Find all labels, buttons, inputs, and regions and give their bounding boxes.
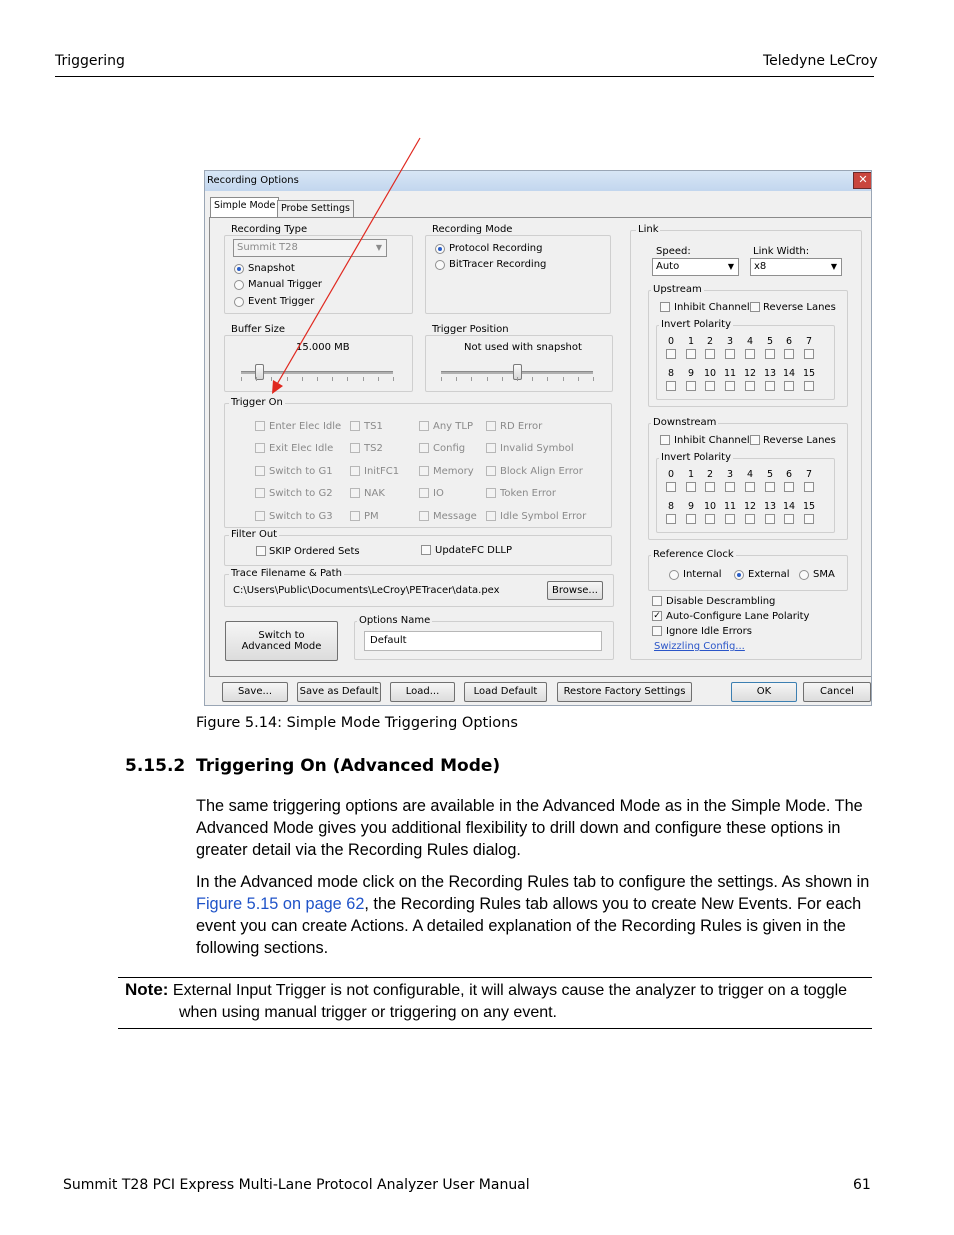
upstream-lane-15-number: 15	[802, 368, 816, 379]
downstream-lane-10-checkbox[interactable]	[705, 514, 715, 524]
downstream-lane-6-checkbox[interactable]	[784, 482, 794, 492]
upstream-lane-7-number: 7	[805, 336, 813, 347]
browse-button[interactable]: Browse...	[547, 581, 603, 600]
downstream-lane-10-number: 10	[703, 501, 717, 512]
section-number: 5.15.2	[125, 756, 186, 776]
restore-factory-settings-button[interactable]: Restore Factory Settings	[557, 682, 692, 702]
upstream-lane-9-number: 9	[687, 368, 695, 379]
ok-button[interactable]: OK	[731, 682, 797, 702]
downstream-inhibit-checkbox[interactable]	[660, 435, 670, 445]
swizzling-config-link[interactable]: Swizzling Config...	[654, 641, 745, 652]
reference-clock-label: Reference Clock	[653, 549, 734, 560]
options-name-label: Options Name	[359, 615, 431, 626]
upstream-lane-4-number: 4	[746, 336, 754, 347]
device-select-value: Summit T28	[237, 242, 298, 253]
switch-button-line2: Advanced Mode	[241, 641, 322, 652]
note-rule-bottom	[118, 1028, 872, 1029]
downstream-lane-13-checkbox[interactable]	[765, 514, 775, 524]
trigger-config-label: Config	[433, 443, 466, 454]
recording-mode-label: Recording Mode	[432, 224, 513, 235]
trigger-switch-to-g1-checkbox[interactable]	[255, 466, 265, 476]
paragraph-2-text-a: In the Advanced mode click on the Recording Rules tab to configure the settings. As shown in	[196, 873, 870, 891]
trigger-any-tlp-checkbox[interactable]	[419, 421, 429, 431]
section-heading	[125, 756, 500, 776]
paragraph-1: The same triggering options are available in the Advanced Mode as in the Simple Mode. The Advanced Mode gives you additional flexibility to drill down and configure these options in greater detail via the Recording Rules dialog.	[196, 797, 863, 859]
trigger-message-checkbox[interactable]	[419, 511, 429, 521]
figure-5-15-link[interactable]: Figure 5.15 on page 62	[196, 895, 365, 913]
trigger-any-tlp-label: Any TLP	[433, 421, 473, 432]
downstream-lane-1-number: 1	[687, 469, 695, 480]
downstream-lane-14-number: 14	[782, 501, 796, 512]
downstream-lane-3-number: 3	[726, 469, 734, 480]
auto-configure-label: Auto-Configure Lane Polarity	[666, 611, 810, 622]
speed-label: Speed:	[656, 246, 691, 257]
link-width-select-value: x8	[754, 261, 767, 272]
trigger-block-align-error-checkbox[interactable]	[486, 466, 496, 476]
filter-out-label: Filter Out	[231, 529, 278, 540]
paragraph-2	[196, 871, 876, 959]
upstream-lane-1-number: 1	[687, 336, 695, 347]
upstream-lane-0-number: 0	[667, 336, 675, 347]
trigger-ts1-checkbox[interactable]	[350, 421, 360, 431]
annotation-arrow	[0, 0, 954, 420]
downstream-lane-13-number: 13	[763, 501, 777, 512]
event-trigger-label: Event Trigger	[248, 296, 315, 307]
downstream-lane-5-checkbox[interactable]	[765, 482, 775, 492]
downstream-lane-0-checkbox[interactable]	[666, 482, 676, 492]
upstream-polarity-label: Invert Polarity	[661, 319, 731, 330]
downstream-label: Downstream	[653, 417, 717, 428]
downstream-lane-4-checkbox[interactable]	[745, 482, 755, 492]
chevron-down-icon: ▼	[375, 243, 382, 252]
note-rule-top	[118, 977, 872, 978]
trigger-switch-to-g2-label: Switch to G2	[269, 488, 333, 499]
downstream-lane-0-number: 0	[667, 469, 675, 480]
trigger-enter-elec-idle-label: Enter Elec Idle	[269, 421, 342, 432]
protocol-recording-label: Protocol Recording	[449, 243, 543, 254]
downstream-polarity-label: Invert Polarity	[661, 452, 731, 463]
trigger-initfc1-checkbox[interactable]	[350, 466, 360, 476]
updatefc-dllp-checkbox[interactable]	[421, 545, 431, 555]
downstream-lane-4-number: 4	[746, 469, 754, 480]
downstream-lane-6-number: 6	[785, 469, 793, 480]
section-title: Triggering On (Advanced Mode)	[196, 756, 501, 776]
ref-clock-internal-label: Internal	[683, 569, 722, 580]
note-block	[125, 979, 870, 1024]
upstream-lane-10-number: 10	[703, 368, 717, 379]
downstream-lane-8-number: 8	[667, 501, 675, 512]
ref-clock-sma-label: SMA	[813, 569, 835, 580]
trigger-io-label: IO	[433, 488, 444, 499]
switch-button-line1: Switch to	[258, 630, 305, 641]
paragraph-2-text-b: , the Recording Rules tab allows you to create New Events. For each event you can create Actions. A detailed explanation of the Recording Rules is given in the following sections.	[196, 895, 862, 957]
load-button[interactable]: Load...	[390, 682, 455, 702]
trigger-enter-elec-idle-checkbox[interactable]	[255, 421, 265, 431]
trigger-memory-label: Memory	[433, 466, 474, 477]
trigger-exit-elec-idle-label: Exit Elec Idle	[269, 443, 334, 454]
downstream-lane-14-checkbox[interactable]	[784, 514, 794, 524]
trigger-switch-to-g3-checkbox[interactable]	[255, 511, 265, 521]
downstream-lane-9-checkbox[interactable]	[686, 514, 696, 524]
trigger-io-checkbox[interactable]	[419, 488, 429, 498]
upstream-lane-11-number: 11	[723, 368, 737, 379]
trigger-pm-checkbox[interactable]	[350, 511, 360, 521]
downstream-lane-2-number: 2	[706, 469, 714, 480]
trigger-switch-to-g3-label: Switch to G3	[269, 511, 333, 522]
upstream-inhibit-label: Inhibit Channel	[674, 302, 750, 313]
trigger-initfc1-label: InitFC1	[364, 466, 400, 477]
trigger-rd-error-checkbox[interactable]	[486, 421, 496, 431]
recording-type-label: Recording Type	[231, 224, 308, 235]
upstream-lane-13-number: 13	[763, 368, 777, 379]
upstream-lane-6-number: 6	[785, 336, 793, 347]
trigger-invalid-symbol-label: Invalid Symbol	[500, 443, 574, 454]
downstream-lane-1-checkbox[interactable]	[686, 482, 696, 492]
buffer-size-value: 15.000 MB	[296, 342, 350, 353]
load-default-button[interactable]: Load Default	[464, 682, 547, 702]
link-width-label: Link Width:	[753, 246, 810, 257]
trace-file-path: C:\Users\Public\Documents\LeCroy\PETracer\data.pex	[233, 585, 500, 596]
skip-ordered-sets-checkbox[interactable]	[256, 546, 266, 556]
trigger-pm-label: PM	[364, 511, 379, 522]
trigger-ts2-label: TS2	[364, 443, 383, 454]
disable-descrambling-checkbox[interactable]	[652, 596, 662, 606]
downstream-lane-9-number: 9	[687, 501, 695, 512]
snapshot-label: Snapshot	[248, 263, 295, 274]
note-label: Note:	[125, 980, 169, 999]
trigger-memory-checkbox[interactable]	[419, 466, 429, 476]
trigger-config-checkbox[interactable]	[419, 443, 429, 453]
trigger-ts2-checkbox[interactable]	[350, 443, 360, 453]
bittracer-recording-label: BitTracer Recording	[449, 259, 547, 270]
trigger-message-label: Message	[433, 511, 477, 522]
trigger-token-error-checkbox[interactable]	[486, 488, 496, 498]
downstream-reverse-checkbox[interactable]	[750, 435, 760, 445]
downstream-lane-7-number: 7	[805, 469, 813, 480]
upstream-lane-5-number: 5	[766, 336, 774, 347]
close-icon[interactable]: ✕	[853, 172, 872, 189]
note-content	[125, 979, 870, 1024]
disable-descrambling-label: Disable Descrambling	[666, 596, 776, 607]
downstream-lane-11-checkbox[interactable]	[725, 514, 735, 524]
downstream-lane-3-checkbox[interactable]	[725, 482, 735, 492]
page-number: 61	[853, 1177, 871, 1193]
trigger-nak-label: NAK	[364, 488, 385, 499]
tab-probe-settings[interactable]: Probe Settings	[277, 200, 354, 218]
save-as-default-button[interactable]: Save as Default	[297, 682, 381, 702]
trigger-exit-elec-idle-checkbox[interactable]	[255, 443, 265, 453]
upstream-reverse-label: Reverse Lanes	[763, 302, 836, 313]
figure-caption: Figure 5.14: Simple Mode Triggering Options	[196, 715, 518, 731]
downstream-reverse-label: Reverse Lanes	[763, 435, 836, 446]
downstream-lane-12-checkbox[interactable]	[745, 514, 755, 524]
tab-simple-mode[interactable]: Simple Mode	[210, 197, 279, 218]
upstream-lane-14-number: 14	[782, 368, 796, 379]
chevron-down-icon: ▼	[727, 262, 734, 271]
upstream-lane-12-number: 12	[743, 368, 757, 379]
switch-to-advanced-button[interactable]	[225, 621, 338, 661]
trigger-idle-symbol-error-checkbox[interactable]	[486, 511, 496, 521]
auto-configure-checkbox[interactable]: ✓	[653, 611, 661, 621]
trigger-switch-to-g1-label: Switch to G1	[269, 466, 333, 477]
downstream-lane-7-checkbox[interactable]	[804, 482, 814, 492]
dialog-title: Recording Options	[207, 175, 299, 186]
save-button[interactable]: Save...	[222, 682, 288, 702]
cancel-button[interactable]: Cancel	[803, 682, 871, 702]
trigger-block-align-error-label: Block Align Error	[500, 466, 583, 477]
trigger-on-label: Trigger On	[231, 397, 283, 408]
buffer-size-label: Buffer Size	[231, 324, 286, 335]
manual-trigger-label: Manual Trigger	[248, 279, 323, 290]
chevron-down-icon: ▼	[830, 262, 837, 271]
ignore-idle-errors-label: Ignore Idle Errors	[666, 626, 752, 637]
downstream-lane-11-number: 11	[723, 501, 737, 512]
trigger-nak-checkbox[interactable]	[350, 488, 360, 498]
trigger-ts1-label: TS1	[364, 421, 383, 432]
trigger-invalid-symbol-checkbox[interactable]	[486, 443, 496, 453]
speed-select-value: Auto	[656, 261, 680, 272]
ref-clock-external-radio[interactable]	[734, 570, 744, 580]
upstream-lane-8-number: 8	[667, 368, 675, 379]
downstream-lane-2-checkbox[interactable]	[705, 482, 715, 492]
ref-clock-sma-radio[interactable]	[799, 570, 809, 580]
downstream-lane-5-number: 5	[766, 469, 774, 480]
trigger-idle-symbol-error-label: Idle Symbol Error	[500, 511, 587, 522]
ref-clock-internal-radio[interactable]	[669, 570, 679, 580]
trigger-switch-to-g2-checkbox[interactable]	[255, 488, 265, 498]
upstream-lane-3-number: 3	[726, 336, 734, 347]
downstream-lane-8-checkbox[interactable]	[666, 514, 676, 524]
ignore-idle-errors-checkbox[interactable]	[652, 626, 662, 636]
header-section-title: Triggering	[55, 53, 125, 69]
skip-ordered-sets-label: SKIP Ordered Sets	[269, 546, 360, 557]
ref-clock-external-label: External	[748, 569, 790, 580]
header-company: Teledyne LeCroy	[763, 53, 878, 69]
trigger-rd-error-label: RD Error	[500, 421, 543, 432]
link-label: Link	[638, 224, 659, 235]
downstream-inhibit-label: Inhibit Channel	[674, 435, 750, 446]
downstream-lane-12-number: 12	[743, 501, 757, 512]
trigger-position-value: Not used with snapshot	[464, 342, 582, 353]
upstream-label: Upstream	[653, 284, 702, 295]
options-name-input[interactable]: Default	[364, 631, 602, 651]
note-text: External Input Trigger is not configurable, it will always cause the analyzer to trigger on a toggle when using manual trigger or triggering on any event.	[172, 982, 848, 1021]
footer-manual-title: Summit T28 PCI Express Multi-Lane Protocol Analyzer User Manual	[63, 1177, 530, 1193]
downstream-lane-15-checkbox[interactable]	[804, 514, 814, 524]
trigger-token-error-label: Token Error	[500, 488, 557, 499]
trigger-position-label: Trigger Position	[432, 324, 509, 335]
upstream-lane-2-number: 2	[706, 336, 714, 347]
trace-file-label: Trace Filename & Path	[231, 568, 342, 579]
downstream-lane-15-number: 15	[802, 501, 816, 512]
updatefc-dllp-label: UpdateFC DLLP	[435, 545, 513, 556]
